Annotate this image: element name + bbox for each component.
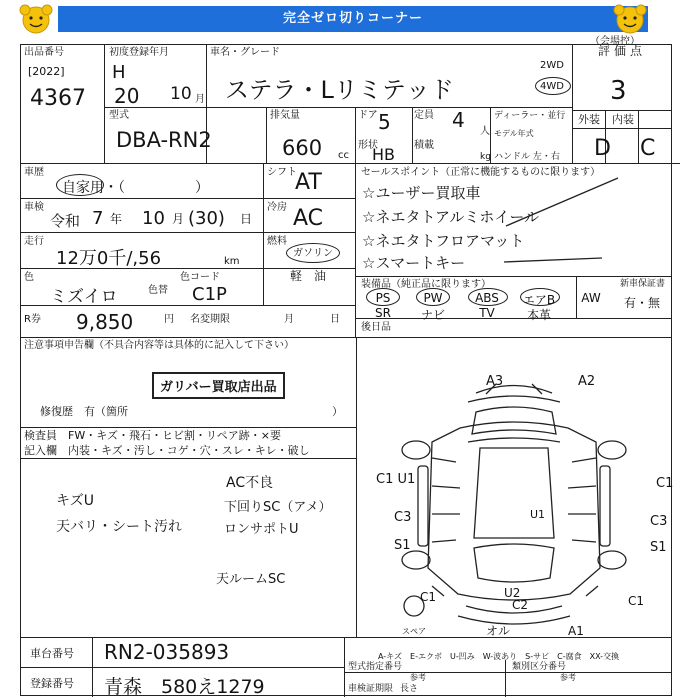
mileage-value: 12万0千/,56 — [56, 248, 162, 269]
recycle-value: 9,850 — [76, 310, 134, 334]
mark-c1-rear-left: C1 — [420, 590, 437, 604]
equip-airbag: エアB — [522, 293, 556, 307]
remark-left-2: 天バリ・シート汚れ — [56, 519, 182, 535]
dealer-label: ディーラー・並行 — [494, 111, 566, 121]
inspection-era: 令和 — [50, 212, 81, 230]
repair-close: ） — [332, 405, 343, 418]
mark-c2: C2 — [512, 598, 529, 612]
first-reg-label: 初度登録年月 — [109, 47, 169, 58]
name-change-label: 名変期限 — [190, 314, 230, 325]
inspector-row-1: FW・キズ・飛石・ヒビ割・リペア跡・×要 — [68, 429, 281, 442]
docs-label-1: 型式指定番号 — [348, 662, 403, 672]
mileage-unit: km — [224, 256, 240, 267]
aircon-value: AC — [293, 206, 324, 231]
legend-ref: 参考 — [560, 673, 576, 682]
notes-stamp: ガリバー買取店出品 — [152, 372, 285, 399]
docs-ref: 参考 — [410, 673, 426, 682]
venue-note: （会場控） — [590, 36, 640, 47]
equip-pw: PW — [423, 291, 443, 305]
sales-points-label: セールスポイント（正常に機能するものに限ります） — [361, 167, 601, 178]
inspector-label-1: 検査員 — [24, 429, 57, 442]
registration-value: 青森 580え1279 — [104, 676, 265, 698]
first-reg-month: 10 — [170, 84, 192, 104]
first-reg-month-unit: 月 — [195, 94, 205, 105]
usage-value: 自家用・（ ） — [62, 180, 209, 196]
load-unit: kg — [480, 152, 491, 162]
mark-s1-left: S1 — [394, 538, 411, 553]
grade-ext-value: D — [594, 136, 611, 161]
mark-c1-right: C1 — [656, 476, 674, 491]
sales-strike-line — [356, 164, 672, 276]
equip-leather: 本革 — [526, 308, 551, 322]
spare-label: スペア — [402, 627, 426, 636]
displacement-unit: cc — [338, 150, 349, 161]
body-label: 形状 — [358, 140, 378, 151]
rear-seat-label: 後日品 — [361, 322, 391, 333]
lot-number: 4367 — [30, 86, 86, 111]
mark-u2: U2 — [504, 586, 521, 600]
banner — [0, 0, 700, 38]
mark-c3-right: C3 — [650, 514, 668, 529]
equipment-label: 装備品（純正品に限ります） — [361, 279, 491, 290]
handle-label: ハンドル 左・右 — [494, 152, 560, 162]
equip-navi: ナビ — [420, 308, 445, 322]
name-change-day: 日 — [330, 314, 340, 325]
docs-label-2: 類別区分番号 — [512, 662, 567, 672]
color-code: C1P — [192, 284, 227, 305]
inspection-month-unit: 月 — [172, 212, 185, 226]
load-label: 積載 — [414, 140, 434, 151]
mark-c1-rear-right: C1 — [628, 594, 645, 608]
equip-abs: ABS — [475, 291, 499, 305]
grade-int-label: 内装 — [612, 113, 634, 126]
mark-c1-u1: C1 U1 — [376, 472, 416, 487]
color-code-label: 色コード — [180, 272, 220, 283]
equip-ps: PS — [375, 291, 391, 305]
drive-4wd: 4WD — [540, 81, 564, 92]
chassis-label: 車台番号 — [30, 647, 74, 660]
body-value: HB — [372, 145, 396, 164]
doors-value: 5 — [378, 110, 391, 134]
mark-c3-left: C3 — [394, 510, 412, 525]
equip-aw: AW — [581, 291, 601, 305]
legend-line-1: A-キズ E-エクボ U-凹み W-波あり S-サビ C-腐食 XX-交換 — [378, 652, 620, 661]
capacity-unit: 人 — [480, 126, 490, 137]
model-value: DBA-RN2 — [116, 128, 212, 152]
inspection-year: 7 — [92, 208, 104, 229]
equip-tv: TV — [479, 306, 495, 320]
mileage-label: 走行 — [24, 236, 44, 247]
shift-label: シフト — [267, 167, 297, 178]
recycle-unit: 円 — [164, 314, 174, 325]
doors-label: ドア — [358, 110, 378, 121]
displacement-label: 排気量 — [270, 110, 300, 121]
inspection-label: 車検 — [24, 202, 44, 213]
inspector-row-2: 内装・キズ・汚し・コゲ・穴・スレ・キレ・破し — [68, 444, 310, 457]
repair-label: 修復歴 有（箇所 — [40, 405, 128, 418]
grade-int-value: C — [640, 136, 656, 161]
warranty-label: 新車保証書 — [620, 279, 666, 289]
color-value: ミズイロ — [50, 287, 118, 307]
mark-s1-right: S1 — [650, 540, 667, 555]
lot-year: [2022] — [28, 65, 65, 78]
mark-orr: オル — [486, 624, 511, 638]
equip-sr: SR — [375, 306, 391, 320]
capacity-value: 4 — [452, 108, 465, 132]
inspector-label-2: 記入欄 — [24, 444, 57, 457]
chassis-value: RN2-035893 — [104, 640, 230, 664]
remark-right-2: 下回りSC（アメ） — [224, 500, 332, 515]
remark-right-4: 天ルームSC — [216, 572, 286, 587]
remark-left-1: キズU — [56, 493, 94, 509]
docs-label-4: 長さ — [400, 684, 419, 694]
grade-label: 評価点 — [598, 44, 647, 58]
recycle-label: R券 — [24, 314, 41, 325]
notes-label: 注意事項申告欄（不具合内容等は具体的に記入して下さい） — [24, 340, 294, 351]
model-label: 型式 — [109, 110, 129, 121]
capacity-label: 定員 — [414, 110, 434, 121]
sales-point-2: ☆ネエタトアルミホイール — [362, 208, 540, 226]
lot-label: 出品番号 — [24, 47, 64, 58]
grade-ext-label: 外装 — [578, 113, 600, 126]
mascot-icon-left — [18, 2, 54, 36]
color-orig-label: 色替 — [148, 285, 168, 296]
mark-a1: A1 — [568, 624, 584, 638]
fuel-alt: 軽 油 — [290, 269, 327, 283]
inspection-day-unit: 日 — [240, 212, 253, 226]
fuel-value: ガソリン — [293, 248, 333, 259]
inspection-month: 10 — [142, 208, 165, 229]
color-label: 色 — [24, 272, 34, 283]
car-name-label: 車名・グレード — [210, 47, 280, 58]
registration-label: 登録番号 — [30, 677, 74, 690]
name-change-month: 月 — [284, 314, 294, 325]
mark-a2: A2 — [578, 374, 596, 389]
displacement-value: 660 — [282, 136, 323, 160]
grade-value: 3 — [610, 76, 627, 106]
sales-point-4: ☆スマートキー — [362, 254, 466, 272]
first-reg-era: H — [112, 62, 126, 83]
aircon-label: 冷房 — [267, 202, 287, 213]
car-name: ステラ・Lリミテッド — [225, 76, 454, 104]
usage-label: 車歴 — [24, 167, 44, 178]
inspection-year-unit: 年 — [110, 212, 123, 226]
mark-a3: A3 — [486, 374, 504, 389]
fuel-label: 燃料 — [267, 236, 287, 247]
shift-value: AT — [295, 170, 322, 195]
drive-2wd: 2WD — [540, 60, 564, 71]
warranty-value: 有・無 — [624, 296, 661, 310]
mascot-icon-right — [612, 2, 648, 36]
mark-u1-center: U1 — [530, 508, 546, 521]
remark-right-3: ロンサポトU — [224, 522, 299, 537]
inspection-day: (30) — [188, 208, 225, 229]
docs-label-3: 車検証期限 — [348, 684, 394, 694]
remark-right-1: AC不良 — [226, 475, 274, 491]
sales-point-3: ☆ネエタトフロアマット — [362, 232, 525, 250]
banner-title: 完全ゼロ切りコーナー — [58, 6, 648, 32]
first-reg-year: 20 — [114, 84, 140, 108]
model-year-label: モデル年式 — [494, 129, 534, 138]
sales-point-1: ☆ユーザー買取車 — [362, 184, 481, 202]
